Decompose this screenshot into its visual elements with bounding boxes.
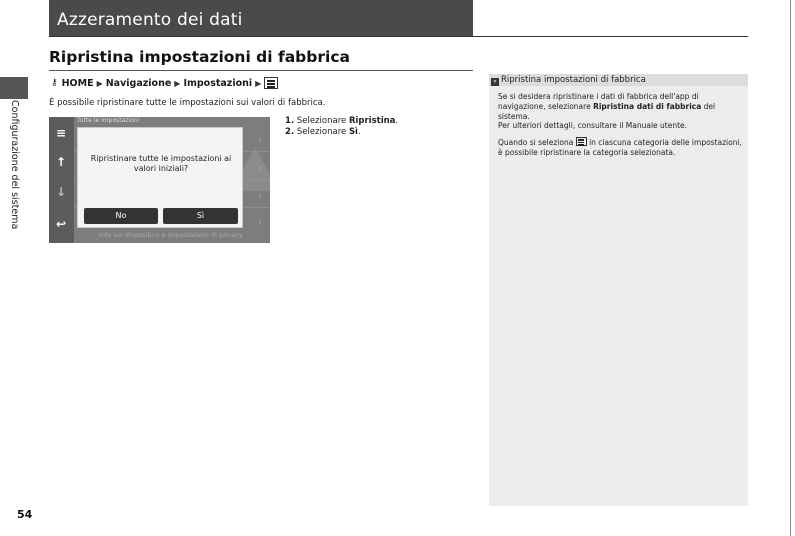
menu-icon — [576, 137, 587, 146]
breadcrumb-item: Navigazione — [105, 77, 172, 89]
breadcrumb — [51, 77, 278, 89]
arrow-down-icon: ↓ — [55, 185, 67, 199]
page-edge-rule — [790, 0, 791, 536]
key-icon: ⚷ — [51, 78, 58, 88]
breadcrumb-home: HOME — [61, 77, 94, 89]
sidebar-paragraph: Quando si seleziona in ciascuna categoria delle impostazioni, è possibile ripristinare la categoria selezionata. — [498, 138, 742, 157]
breadcrumb-arrow-icon: ▶ — [96, 78, 103, 88]
intro-text: È possibile ripristinare tutte le impostazioni sui valori di fabbrica. — [49, 98, 326, 108]
device-screenshot — [49, 117, 270, 243]
no-button[interactable]: No — [84, 208, 158, 224]
notes-sidebar — [489, 74, 748, 506]
dialog-message: Ripristinare tutte le impostazioni ai valori iniziali? — [90, 154, 232, 173]
step-item: 1. Selezionare Ripristina. — [285, 116, 399, 126]
section-title: Ripristina impostazioni di fabbrica — [49, 48, 350, 66]
sidebar-body — [498, 92, 744, 164]
menu-icon — [264, 77, 278, 89]
steps-list — [285, 116, 398, 137]
breadcrumb-item: Impostazioni — [183, 77, 253, 89]
side-tab-marker — [0, 77, 28, 99]
sidebar-title: » Ripristina impostazioni di fabbrica — [489, 74, 748, 86]
sidebar-paragraph: Se si desidera ripristinare i dati di fabbrica dell'app di navigazione, selezionare Ripristina dati di fabbrica del sistema. Per ulteriori dettagli, consultare il Manuale utente. — [498, 92, 716, 131]
back-icon: ↩ — [55, 217, 67, 231]
yes-button[interactable]: Sì — [163, 208, 238, 224]
side-tab-label: Configurazione del sistema — [9, 100, 20, 230]
chevron-right-icon: › — [258, 217, 262, 228]
section-rule — [49, 70, 473, 71]
chevron-right-icon: › — [258, 163, 262, 174]
screen-header: Tutte le impostazioni — [77, 117, 140, 124]
chapter-header — [49, 0, 473, 36]
reference-icon: » — [491, 78, 499, 86]
screen-bottom-item: Info sul dispositivo e impostazioni di privacy — [99, 231, 243, 239]
page-number: 54 — [17, 508, 33, 521]
arrow-up-icon: ↑ — [55, 155, 67, 169]
reset-dialog — [77, 127, 243, 228]
step-item: 2. Selezionare Sì. — [285, 126, 361, 137]
header-rule — [49, 36, 748, 37]
breadcrumb-arrow-icon: ▶ — [255, 78, 262, 88]
chevron-right-icon: › — [258, 191, 262, 202]
chevron-right-icon: › — [258, 135, 262, 146]
chapter-title: Azzeramento dei dati — [57, 10, 243, 30]
menu-icon: ≡ — [55, 126, 67, 140]
breadcrumb-arrow-icon: ▶ — [174, 78, 181, 88]
screen-side-toolbar — [49, 117, 74, 243]
